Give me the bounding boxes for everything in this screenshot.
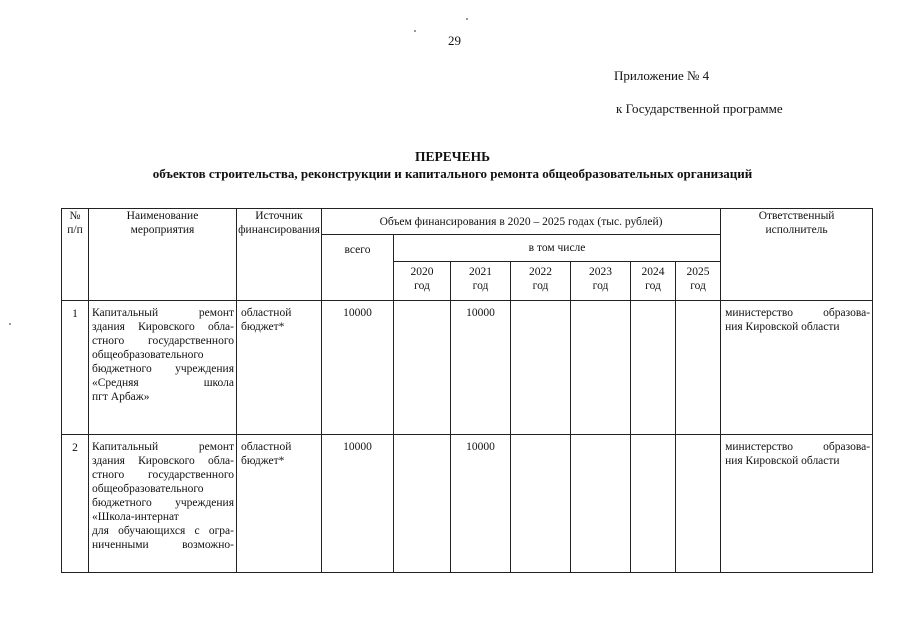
row-number: 2 — [62, 435, 89, 573]
page-number: 29 — [448, 33, 461, 48]
header-source: Источник финансирования — [237, 209, 322, 301]
header-funding: Объем финансирования в 2020 – 2025 годах (тыс. рублей) — [322, 209, 721, 235]
header-executor: Ответственный исполнитель — [721, 209, 873, 301]
header-including: в том числе — [394, 235, 721, 262]
header-name: Наименование мероприятия — [89, 209, 237, 301]
scan-speck — [466, 18, 468, 20]
header-year: 2021 год — [451, 262, 511, 301]
row-source: областной бюджет* — [237, 435, 322, 573]
document-title: ПЕРЕЧЕНЬ — [414, 149, 491, 164]
scan-speck — [9, 323, 11, 325]
row-year-2023 — [571, 301, 631, 435]
row-year-2021: 10000 — [451, 301, 511, 435]
row-source: областной бюджет* — [237, 301, 322, 435]
objects-table — [61, 208, 873, 573]
header-year: 2020 год — [394, 262, 451, 301]
appendix-reference: к Государственной программе — [616, 101, 783, 116]
row-year-2025 — [676, 435, 721, 573]
row-year-2021: 10000 — [451, 435, 511, 573]
row-executor: министерство образова- ния Кировской области — [721, 301, 873, 435]
table-row — [62, 301, 873, 435]
header-year: 2023 год — [571, 262, 631, 301]
row-year-2020 — [394, 435, 451, 573]
row-name: Капитальный ремонт здания Кировского обла- стного государственного общеобразовательного бюджетного учреждения «Школа-интернат для обучающихся с огра- ниченными возможно- — [89, 435, 237, 573]
row-name: Капитальный ремонт здания Кировского обла- стного государственного общеобразовательного бюджетного учреждения «Средняя школа пгт Арбаж» — [89, 301, 237, 435]
header-num: № п/п — [62, 209, 89, 301]
scan-speck — [414, 30, 416, 32]
row-year-2023 — [571, 435, 631, 573]
row-year-2024 — [631, 435, 676, 573]
table-row — [62, 435, 873, 573]
row-year-2020 — [394, 301, 451, 435]
header-year: 2024 год — [631, 262, 676, 301]
row-executor: министерство образова- ния Кировской области — [721, 435, 873, 573]
row-total: 10000 — [322, 435, 394, 573]
row-number: 1 — [62, 301, 89, 435]
header-year: 2025 год — [676, 262, 721, 301]
header-year: 2022 год — [511, 262, 571, 301]
row-year-2022 — [511, 301, 571, 435]
row-year-2025 — [676, 301, 721, 435]
header-total: всего — [322, 235, 394, 301]
document-subtitle: объектов строительства, реконструкции и капитального ремонта общеобразовательных организаций — [152, 166, 753, 181]
row-total: 10000 — [322, 301, 394, 435]
appendix-label: Приложение № 4 — [614, 68, 710, 83]
row-year-2022 — [511, 435, 571, 573]
row-year-2024 — [631, 301, 676, 435]
